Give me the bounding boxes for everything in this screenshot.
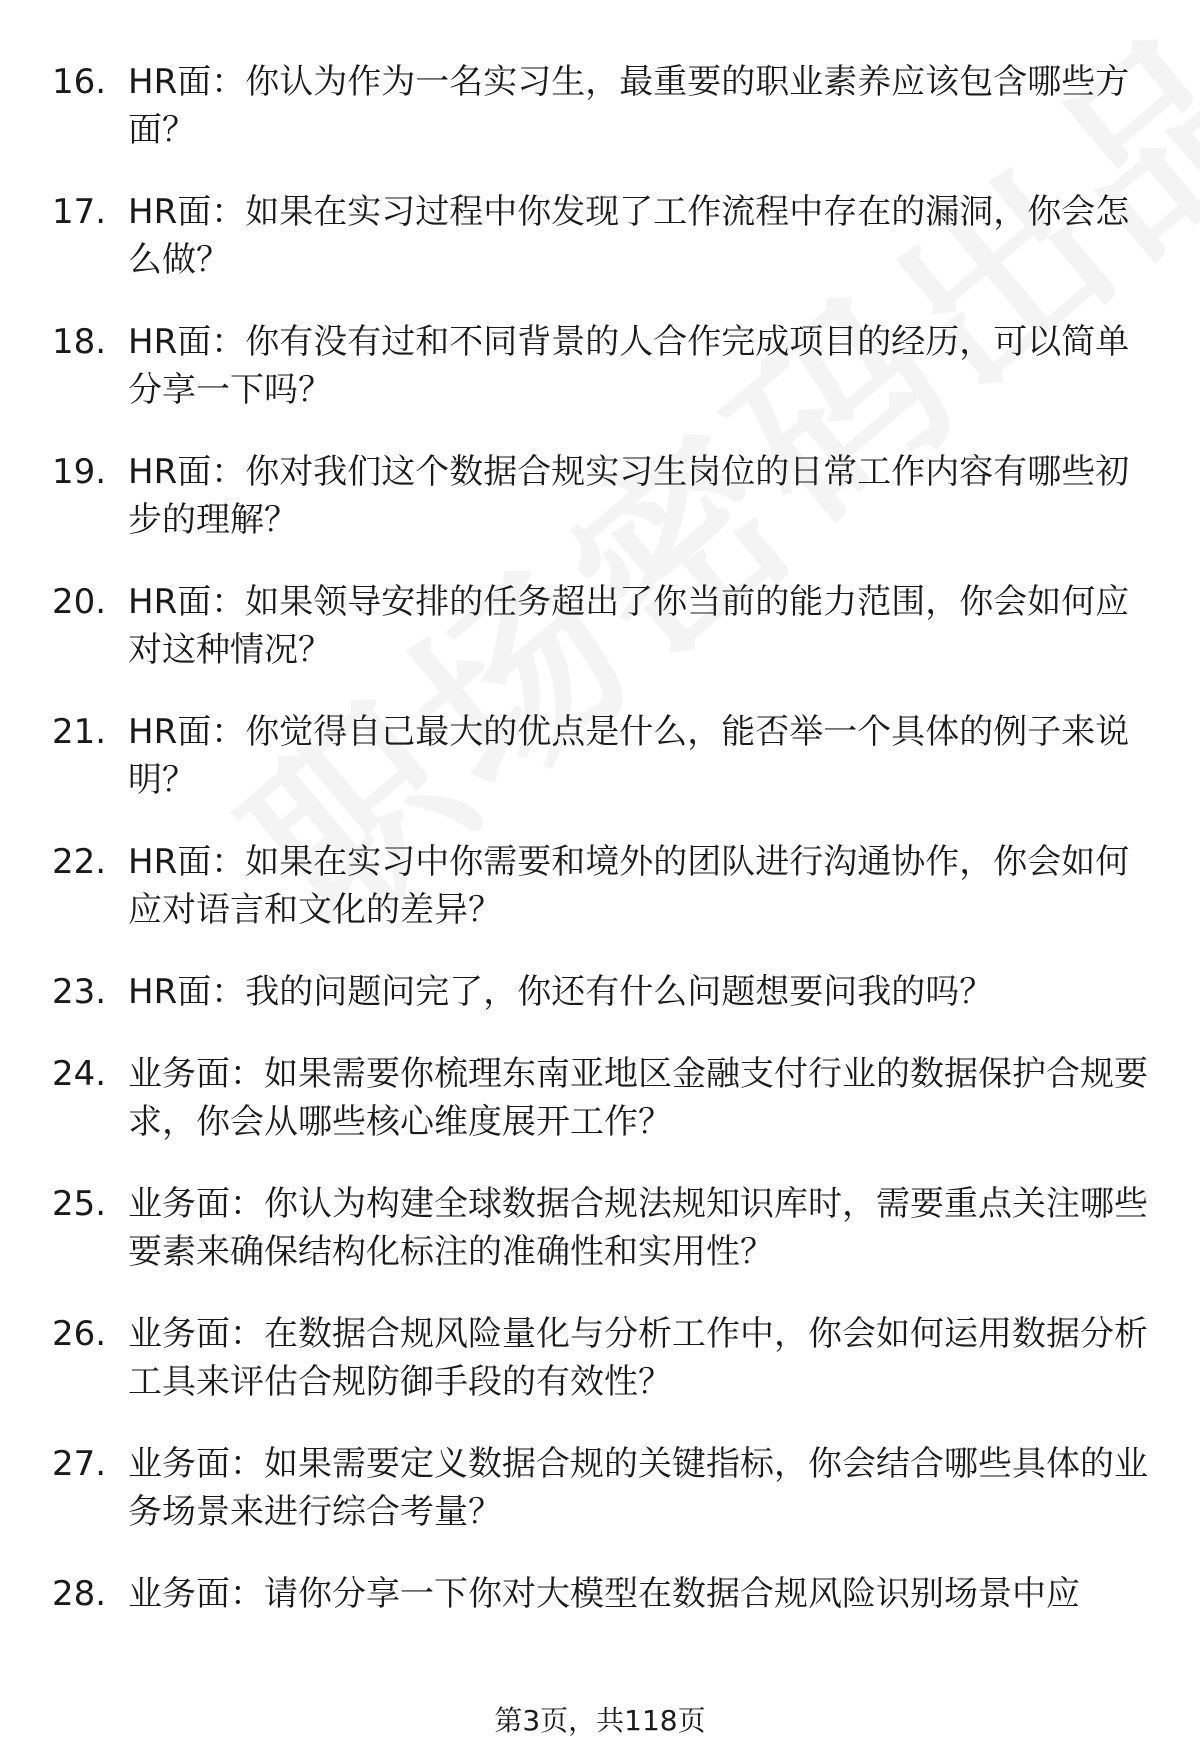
question-number: 17. [52, 192, 107, 232]
question-number: 19. [52, 452, 107, 492]
question-item [52, 838, 1152, 934]
question-item [52, 968, 1152, 1016]
question-item [52, 1050, 1152, 1146]
page-footer: 第3页，共118页 [494, 1704, 706, 1737]
question-item [52, 708, 1152, 804]
question-item [52, 448, 1152, 544]
question-text: HR面：如果在实习过程中你发现了工作流程中存在的漏洞，你会怎么做？ [128, 192, 1130, 280]
question-number: 22. [52, 842, 107, 882]
question-text: 业务面：在数据合规风险量化与分析工作中，你会如何运用数据分析工具来评估合规防御手段的有效性？ [128, 1314, 1148, 1402]
question-number: 23. [52, 972, 107, 1012]
question-text: 业务面：请你分享一下你对大模型在数据合规风险识别场景中应 [128, 1574, 1080, 1614]
question-item [52, 1440, 1152, 1536]
question-text: HR面：如果在实习中你需要和境外的团队进行沟通协作，你会如何应对语言和文化的差异？ [128, 842, 1130, 930]
question-list [52, 58, 1152, 1652]
question-number: 24. [52, 1054, 107, 1094]
question-text: 业务面：你认为构建全球数据合规法规知识库时，需要重点关注哪些要素来确保结构化标注的准确性和实用性？ [128, 1184, 1148, 1272]
question-number: 26. [52, 1314, 107, 1354]
question-number: 20. [52, 582, 107, 622]
question-text: HR面：你有没有过和不同背景的人合作完成项目的经历，可以简单分享一下吗？ [128, 322, 1130, 410]
question-number: 25. [52, 1184, 107, 1224]
question-item [52, 58, 1152, 154]
question-text: HR面：你对我们这个数据合规实习生岗位的日常工作内容有哪些初步的理解？ [128, 452, 1130, 540]
question-text: HR面：我的问题问完了，你还有什么问题想要问我的吗？ [128, 972, 994, 1012]
question-item [52, 1570, 1152, 1618]
question-item [52, 578, 1152, 674]
question-text: 业务面：如果需要你梳理东南亚地区金融支付行业的数据保护合规要求，你会从哪些核心维度展开工作？ [128, 1054, 1148, 1142]
question-number: 18. [52, 322, 107, 362]
question-item [52, 1180, 1152, 1276]
question-number: 21. [52, 712, 107, 752]
question-text: HR面：你觉得自己最大的优点是什么，能否举一个具体的例子来说明？ [128, 712, 1130, 800]
question-text: 业务面：如果需要定义数据合规的关键指标，你会结合哪些具体的业务场景来进行综合考量？ [128, 1444, 1148, 1532]
question-text: HR面：你认为作为一名实习生，最重要的职业素养应该包含哪些方面？ [128, 62, 1130, 150]
question-number: 28. [52, 1574, 107, 1614]
question-number: 27. [52, 1444, 107, 1484]
question-item [52, 1310, 1152, 1406]
question-item [52, 318, 1152, 414]
question-number: 16. [52, 62, 107, 102]
question-item [52, 188, 1152, 284]
question-text: HR面：如果领导安排的任务超出了你当前的能力范围，你会如何应对这种情况？ [128, 582, 1130, 670]
